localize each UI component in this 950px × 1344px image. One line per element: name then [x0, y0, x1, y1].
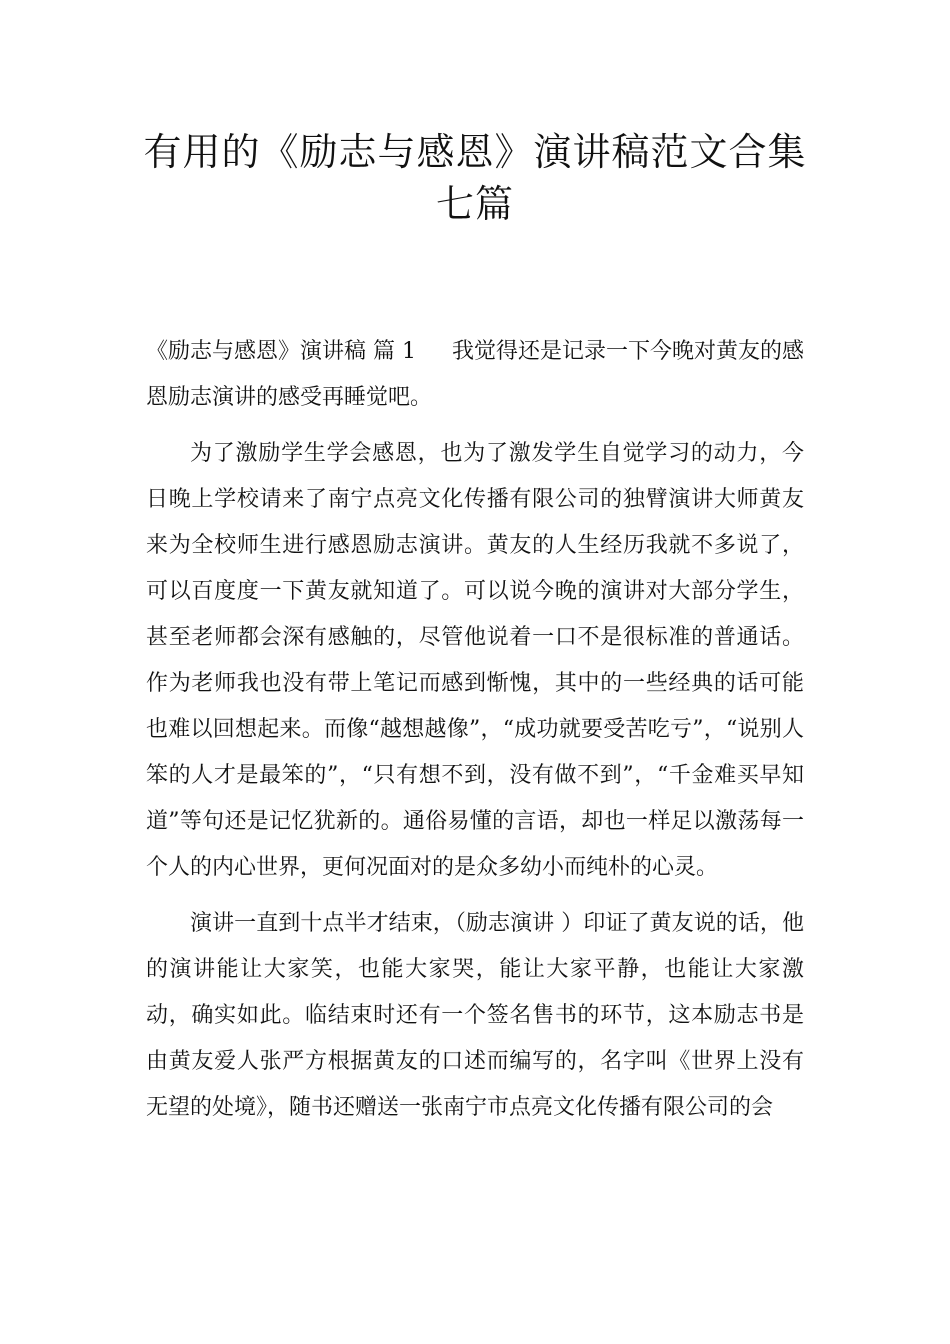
body-paragraph-1: 为了激励学生学会感恩，也为了激发学生自觉学习的动力，今日晚上学校请来了南宁点亮文化传播有限公司的独臂演讲大师黄友来为全校师生进行感恩励志演讲。黄友的人生经历我就不多说了，可以百度度一下黄友就知道了。可以说今晚的演讲对大部分学生，甚至老师都会深有感触的，尽管他说着一口不是很标准的普通话。作为老师我也没有带上笔记而感到惭愧，其中的一些经典的话可能也难以回想起来。而像“越想越像”，“成功就要受苦吃亏”，“说别人笨的人才是最笨的”，“只有想不到，没有做不到”，“千金难买早知道”等句还是记忆犹新的。通俗易懂的言语，却也一样足以激荡每一个人的内心世界，更何况面对的是众多幼小而纯朴的心灵。: [146, 441, 804, 880]
document-title: [140, 126, 810, 230]
first-paragraph: [146, 329, 804, 421]
intro-text: 我觉得还是记录一下今晚对黄友的感恩励志演讲的感受再睡觉吧。: [146, 339, 804, 410]
title-line-2: 七篇: [435, 182, 514, 226]
section-heading: 《励志与感恩》演讲稿 篇 1: [146, 339, 416, 364]
body-paragraph-2: 演讲一直到十点半才结束，（励志演讲 ）印证了黄友说的话，他的演讲能让大家笑，也能大家哭，能让大家平静，也能让大家激动，确实如此。临结束时还有一个签名售书的环节，这本励志书是由黄友爱人张严方根据黄友的口述而编写的，名字叫《世界上没有无望的处境》，随书还赠送一张南宁市点亮文化传播有限公司的会: [146, 911, 804, 1120]
document-body: [146, 329, 804, 1141]
title-line-1: 有用的《励志与感恩》演讲稿范文合集: [143, 130, 807, 174]
